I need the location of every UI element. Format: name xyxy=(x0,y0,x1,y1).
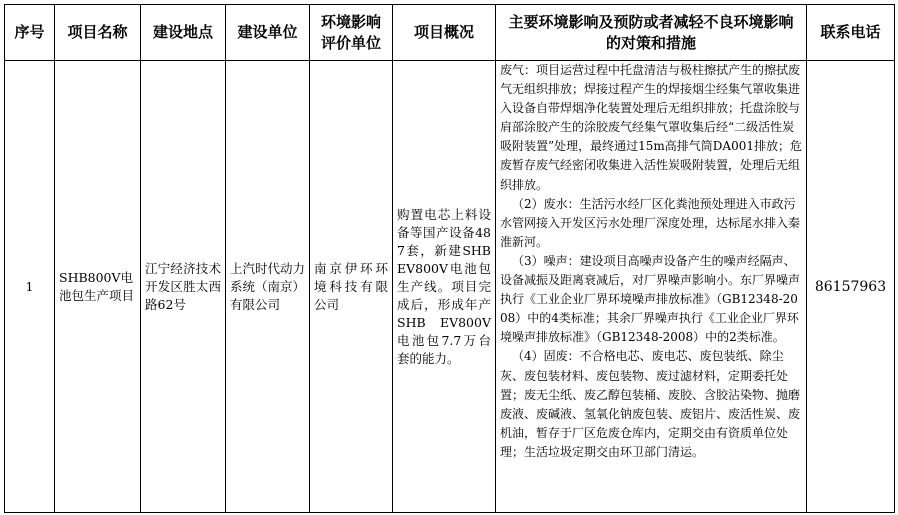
header-phone: 联系电话 xyxy=(807,5,895,61)
cell-project-name: SHB800V电池包生产项目 xyxy=(55,61,141,513)
header-builder: 建设单位 xyxy=(226,5,310,61)
header-index: 序号 xyxy=(5,5,55,61)
cell-phone: 86157963 xyxy=(807,61,895,513)
header-overview: 项目概况 xyxy=(393,5,496,61)
header-location: 建设地点 xyxy=(141,5,226,61)
header-row xyxy=(5,5,895,61)
cell-overview: 购置电芯上料设备等国产设备487套，新建SHB EV800V电池包生产线。项目完成后，形成年产SHB EV800V电池包7.7万台套的能力。 xyxy=(393,61,496,513)
table-row xyxy=(5,61,895,513)
cell-eia-unit: 南京伊环环境科技有限公司 xyxy=(310,61,393,513)
header-project-name: 项目名称 xyxy=(55,5,141,61)
header-measures: 主要环境影响及预防或者减轻不良环境影响的对策和措施 xyxy=(496,5,807,61)
measure-water: （2）废水：生活污水经厂区化粪池预处理进入市政污水管网接入开发区污水处理厂深度处理，达标尾水排入秦淮新河。 xyxy=(500,196,801,249)
header-eia-unit: 环境影响评价单位 xyxy=(310,5,393,61)
cell-location: 江宁经济技术开发区胜太西路62号 xyxy=(141,61,226,513)
cell-measures xyxy=(496,61,807,513)
measure-noise: （3）噪声：建设项目高噪声设备产生的噪声经隔声、设备减振及距离衰减后，对厂界噪声影响小。东厂界噪声执行《工业企业厂界环境噪声排放标准》（GB12348-2008）中的4类标准；其余厂界噪声执行《工业企业厂界环境噪声排放标准》（GB12348-2008）中的2类标准。 xyxy=(500,253,801,345)
cell-index: 1 xyxy=(5,61,55,513)
measure-gas: 废气：项目运营过程中托盘清洁与极柱擦拭产生的擦拭废气无组织排放；焊接过程产生的焊接烟尘经集气罩收集进入设备自带焊烟净化装置处理后无组织排放；托盘涂胶与肩部涂胶产生的涂胶废气经集气罩收集后经“二级活性炭吸附装置”处理，最终通过15m高排气筒DA001排放；危废暂存废气经密闭收集进入活性炭吸附装置，处理后无组织排放。 xyxy=(500,63,802,192)
eia-table xyxy=(4,4,895,513)
measure-solid: （4）固废：不合格电芯、废电芯、废包装纸、除尘灰、废包装材料、废包装物、废过滤材料，定期委托处置；废无尘纸、废乙醇包装桶、废胶、含胶沾染物、抛磨废液、废碱液、氢氧化钠废包装、废铝片、废活性炭、废机油，暂存于厂区危废仓库内，定期交由有资质单位处理；生活垃圾定期交由环卫部门清运。 xyxy=(500,349,801,459)
cell-builder: 上汽时代动力系统（南京）有限公司 xyxy=(226,61,310,513)
